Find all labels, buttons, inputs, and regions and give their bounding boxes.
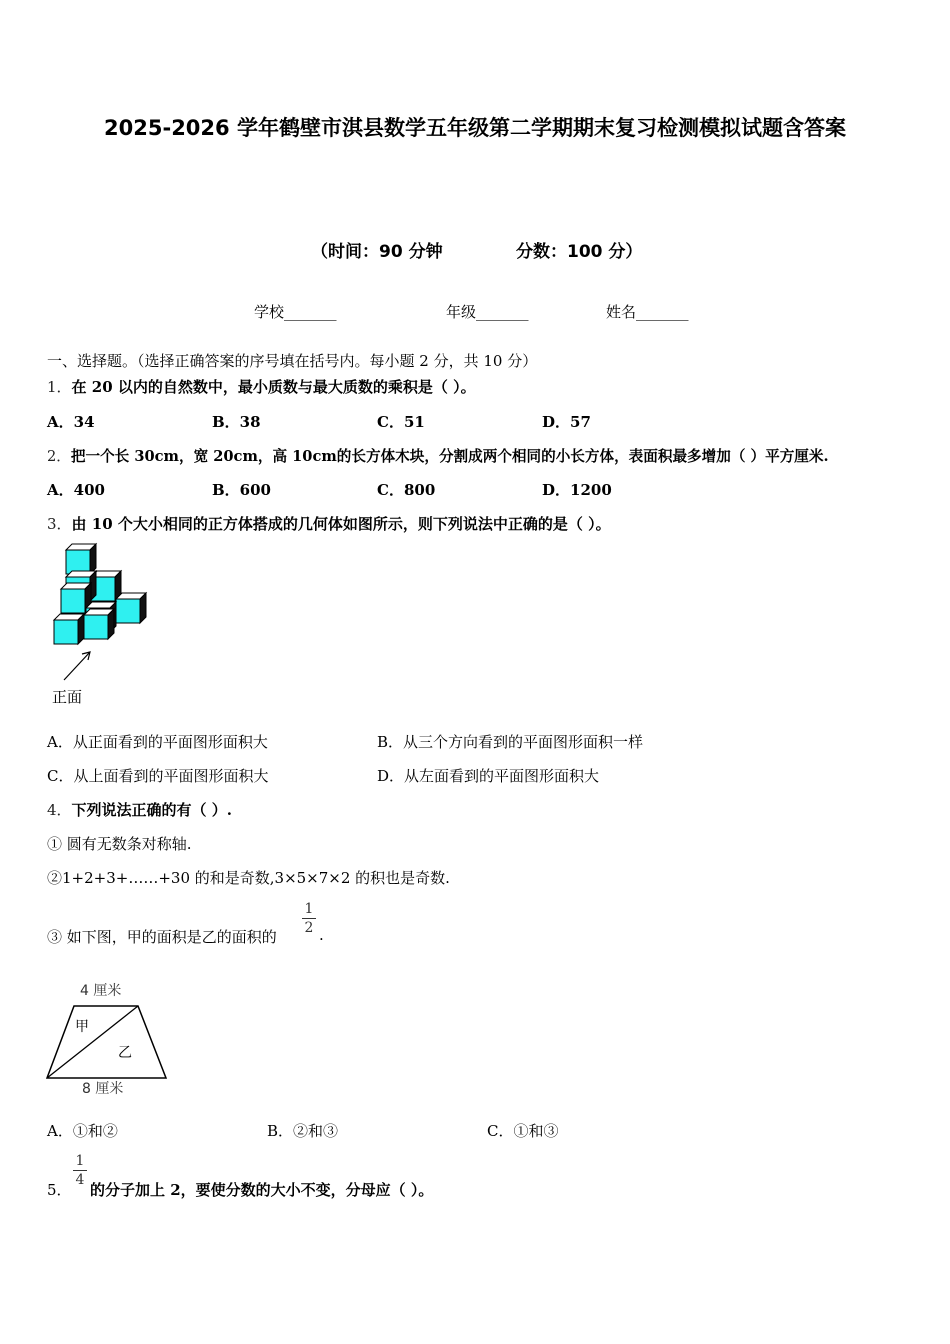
fraction-numerator: 1 xyxy=(75,1153,85,1169)
q3-option-a: A．从正面看到的平面图形面积大 xyxy=(47,733,268,751)
trapezoid-figure xyxy=(40,978,175,1098)
score-label: 分数：100 分） xyxy=(516,242,643,262)
q1-option-d: D．57 xyxy=(542,413,591,431)
time-label: （时间：90 分钟 xyxy=(311,242,443,262)
cube xyxy=(84,609,114,639)
fraction xyxy=(302,901,316,936)
bottom-length-label: 8 厘米 xyxy=(82,1081,124,1097)
q4-option-c: C．①和③ xyxy=(487,1122,559,1140)
question-number: 1． xyxy=(47,378,72,396)
q2-option-b: B．600 xyxy=(212,481,271,499)
question-4 xyxy=(47,799,232,820)
statement-1: ① 圆有无数条对称轴. xyxy=(47,835,192,853)
region-label-a: 甲 xyxy=(75,1019,89,1035)
q1-option-b: B．38 xyxy=(212,413,261,431)
grade-field: 年级_______ xyxy=(446,303,529,321)
q2-option-c: C．800 xyxy=(377,481,436,499)
top-length-label: 4 厘米 xyxy=(80,983,122,999)
name-field: 姓名_______ xyxy=(606,303,689,321)
cube xyxy=(54,614,84,644)
q4-option-a: A．①和② xyxy=(47,1122,118,1140)
q4-option-b: B．②和③ xyxy=(267,1122,339,1140)
question-text: 在 20 以内的自然数中，最小质数与最大质数的乘积是（ ）。 xyxy=(71,378,476,396)
school-field: 学校_______ xyxy=(254,303,337,321)
statement-3: ③ 如下图，甲的面积是乙的面积的 xyxy=(47,928,277,946)
trapezoid-shape xyxy=(47,1006,166,1078)
cube xyxy=(116,593,146,623)
q3-option-b: B．从三个方向看到的平面图形面积一样 xyxy=(377,733,644,751)
question-5-number: 5． xyxy=(47,1181,72,1199)
statement-2: ②1+2+3+……+30 的和是奇数,3×5×7×2 的积也是奇数. xyxy=(47,869,450,887)
q3-option-c: C．从上面看到的平面图形面积大 xyxy=(47,767,269,785)
q1-option-a: A．34 xyxy=(47,413,95,431)
question-number: 3． xyxy=(47,515,72,533)
cube xyxy=(66,544,96,574)
section-heading: 一、选择题。（选择正确答案的序号填在括号内。每小题 2 分，共 10 分） xyxy=(47,352,538,370)
q2-option-a: A．400 xyxy=(47,481,105,499)
question-text: 把一个长 30cm，宽 20cm，高 10cm的长方体木块，分割成两个相同的小长方体，表面积最多增加（ ）平方厘米. xyxy=(70,448,829,465)
cube-figure xyxy=(44,538,164,710)
fraction xyxy=(73,1153,87,1188)
q2-option-d: D．1200 xyxy=(542,481,612,499)
figure-label: 正面 xyxy=(52,688,83,706)
question-number: 2． xyxy=(47,448,71,465)
question-5-text: 的分子加上 2，要使分数的大小不变，分母应（ ）。 xyxy=(90,1181,434,1199)
q3-option-d: D．从左面看到的平面图形面积大 xyxy=(377,767,600,785)
question-text: 下列说法正确的有（ ）. xyxy=(71,801,232,819)
question-1 xyxy=(47,376,476,397)
region-label-b: 乙 xyxy=(118,1045,132,1061)
q1-option-c: C．51 xyxy=(377,413,425,431)
fraction-denominator: 2 xyxy=(304,920,314,936)
question-3 xyxy=(47,513,611,534)
fraction-numerator: 1 xyxy=(304,901,314,917)
page-title: 2025-2026 学年鹤壁市淇县数学五年级第二学期期末复习检测模拟试题含答案 xyxy=(104,116,846,140)
question-2 xyxy=(47,445,829,466)
question-text: 由 10 个大小相同的正方体搭成的几何体如图所示，则下列说法中正确的是（ ）。 xyxy=(71,515,611,533)
arrow-icon xyxy=(64,652,90,680)
statement-3-end: . xyxy=(319,926,324,944)
fraction-denominator: 4 xyxy=(75,1172,85,1188)
question-number: 4． xyxy=(47,801,72,819)
